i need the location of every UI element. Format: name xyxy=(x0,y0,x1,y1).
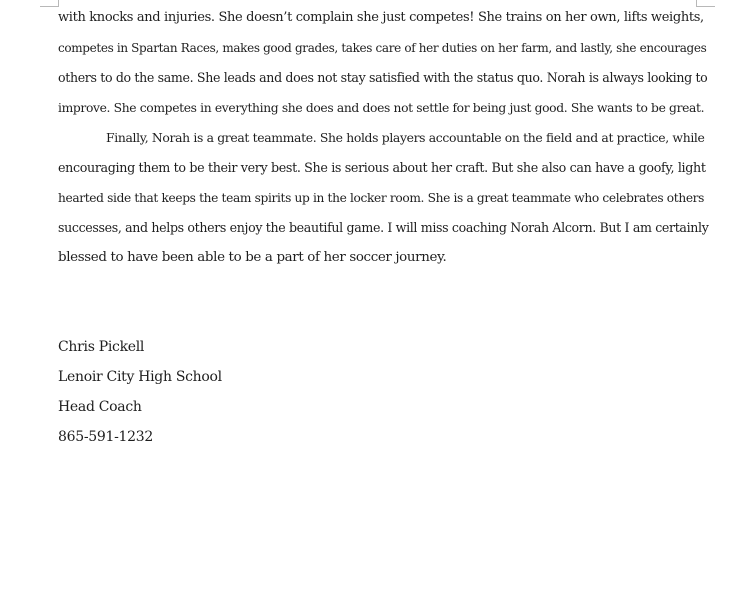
paragraph-line: improve. She competes in everything she does and does not settle for being just good. She wants to be great. xyxy=(58,101,705,115)
letter-body xyxy=(58,3,708,273)
paragraph-line: competes in Spartan Races, makes good grades, takes care of her duties on her farm, and lastly, she encourages xyxy=(58,41,707,55)
signature-phone: 865-591-1232 xyxy=(58,429,153,445)
paragraph-line: encouraging them to be their very best. She is serious about her craft. But she also can have a goofy, light xyxy=(58,160,706,175)
paragraph-line: blessed to have been able to be a part of her soccer journey. xyxy=(58,250,447,265)
signature-title: Head Coach xyxy=(58,399,142,415)
signature-block xyxy=(58,332,222,452)
paragraph-line: successes, and helps others enjoy the beautiful game. I will miss coaching Norah Alcorn. But I am certainly xyxy=(58,220,709,235)
paragraph-line: Finally, Norah is a great teammate. She holds players accountable on the field and at practice, while xyxy=(106,130,705,145)
paragraph-line: hearted side that keeps the team spirits up in the locker room. She is a great teammate who celebrates others xyxy=(58,191,705,205)
signature-name: Chris Pickell xyxy=(58,339,145,355)
signature-school: Lenoir City High School xyxy=(58,369,222,385)
page-corner-mark-left xyxy=(40,0,59,7)
paragraph-line: with knocks and injuries. She doesn’t complain she just competes! She trains on her own, lifts weights, xyxy=(58,10,704,25)
paragraph-line: others to do the same. She leads and does not stay satisfied with the status quo. Norah is always looking to xyxy=(58,70,708,85)
